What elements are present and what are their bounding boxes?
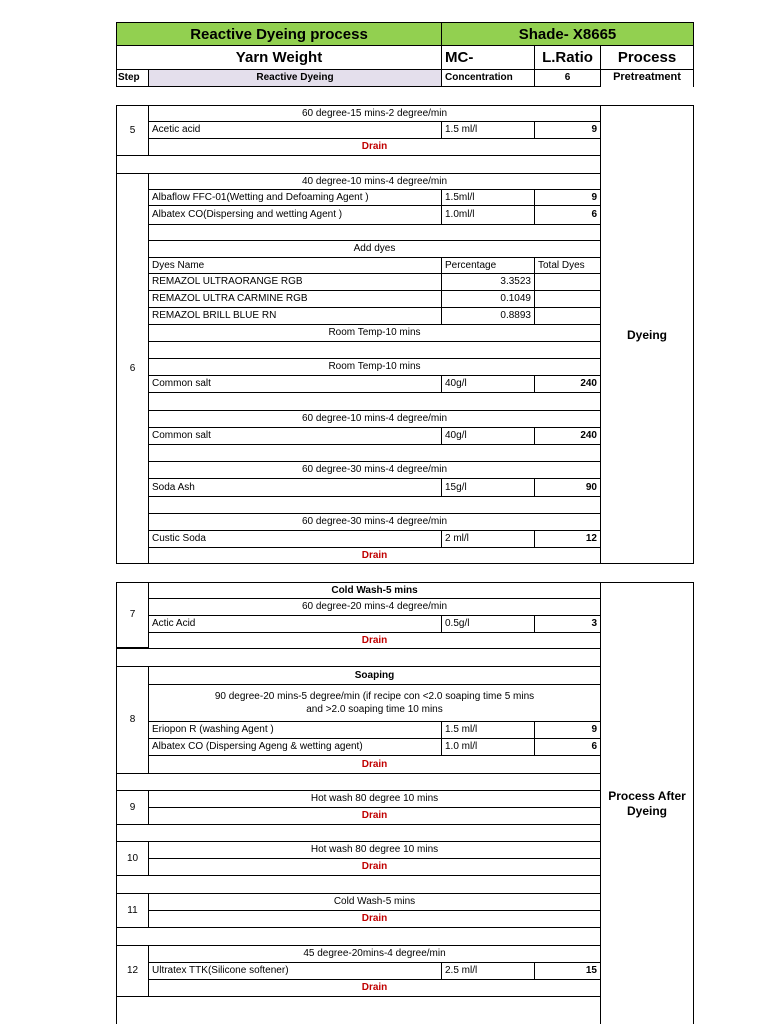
step6-drain: Drain: [148, 547, 601, 564]
dye-percentage: 0.1049: [441, 290, 535, 308]
step8-condition: 90 degree-20 mins-5 degree/min (if recipe con <2.0 soaping time 5 mins and >2.0 soaping time 10 mins: [148, 684, 601, 722]
step-number-12: 12: [116, 945, 149, 997]
spacer-row: [116, 996, 601, 1024]
step-number-6: 6: [116, 173, 149, 564]
dye-name: REMAZOL ULTRA CARMINE RGB: [148, 290, 442, 308]
dye-name: REMAZOL ULTRAORANGE RGB: [148, 273, 442, 291]
spacer-row: [116, 648, 601, 667]
page-title: Reactive Dyeing process: [116, 22, 442, 46]
step6-soda-ash-concentration: 15g/l: [441, 478, 535, 497]
step6-room-temp-2: Room Temp-10 mins: [148, 358, 601, 376]
dyes-total-header: Total Dyes: [534, 257, 601, 274]
step9-drain: Drain: [148, 807, 601, 825]
step8-concentration-2: 1.0 ml/l: [441, 738, 535, 756]
step8-drain: Drain: [148, 755, 601, 774]
step7-condition: 60 degree-20 mins-4 degree/min: [148, 598, 601, 616]
step7-concentration: 0.5g/l: [441, 615, 535, 633]
step11-drain: Drain: [148, 910, 601, 928]
spacer-row: [148, 392, 601, 411]
dye-total: [534, 290, 601, 308]
step6-chemical-1: Albaflow FFC-01(Wetting and Defoaming Agent ): [148, 189, 442, 206]
spacer-row: [148, 224, 601, 241]
step6-caustic-soda: Custic Soda: [148, 530, 442, 548]
step8-amount-2: 6: [534, 738, 601, 756]
process-label: Process: [600, 45, 694, 70]
reactive-dyeing-label: Reactive Dyeing: [148, 69, 442, 87]
step6-soda-ash: Soda Ash: [148, 478, 442, 497]
step12-drain: Drain: [148, 979, 601, 997]
step12-concentration: 2.5 ml/l: [441, 962, 535, 980]
step5-chemical: Acetic acid: [148, 121, 442, 139]
mc-label: MC-: [441, 45, 535, 70]
step6-salt-1-concentration: 40g/l: [441, 375, 535, 393]
dye-name: REMAZOL BRILL BLUE RN: [148, 307, 442, 325]
step6-salt-2-concentration: 40g/l: [441, 427, 535, 445]
dye-total: [534, 307, 601, 325]
step6-condition-1: 40 degree-10 mins-4 degree/min: [148, 173, 601, 190]
step10-title: Hot wash 80 degree 10 mins: [148, 841, 601, 859]
step7-chemical: Actic Acid: [148, 615, 442, 633]
concentration-header: Concentration: [441, 69, 535, 87]
yarn-weight-label: Yarn Weight: [116, 45, 442, 70]
step6-chemical-2: Albatex CO(Dispersing and wetting Agent ): [148, 205, 442, 225]
step-number-7: 7: [116, 582, 149, 648]
dyes-name-header: Dyes Name: [148, 257, 442, 274]
dye-percentage: 0.8893: [441, 307, 535, 325]
spacer-row: [148, 444, 601, 462]
process-after-dyeing-label: Process After Dyeing: [600, 582, 694, 1024]
step6-amount-1: 9: [534, 189, 601, 206]
step5-concentration: 1.5 ml/l: [441, 121, 535, 139]
step6-caustic-amount: 12: [534, 530, 601, 548]
step6-salt-1-amount: 240: [534, 375, 601, 393]
step6-soda-ash-amount: 90: [534, 478, 601, 497]
step8-title: Soaping: [148, 666, 601, 685]
step6-salt-1: Common salt: [148, 375, 442, 393]
step5-condition: 60 degree-15 mins-2 degree/min: [148, 105, 601, 122]
step8-amount-1: 9: [534, 721, 601, 739]
spacer-row: [116, 875, 601, 894]
add-dyes-label: Add dyes: [148, 240, 601, 258]
step8-concentration-1: 1.5 ml/l: [441, 721, 535, 739]
step-header: Step: [116, 69, 149, 87]
step7-title: Cold Wash-5 mins: [148, 582, 601, 599]
step6-amount-2: 6: [534, 205, 601, 225]
step-number-10: 10: [116, 841, 149, 876]
step6-condition-2: 60 degree-10 mins-4 degree/min: [148, 410, 601, 428]
step9-title: Hot wash 80 degree 10 mins: [148, 790, 601, 808]
shade-label: Shade- X8665: [441, 22, 694, 46]
step6-caustic-concentration: 2 ml/l: [441, 530, 535, 548]
step6-room-temp-1: Room Temp-10 mins: [148, 324, 601, 342]
step12-amount: 15: [534, 962, 601, 980]
step12-condition: 45 degree-20mins-4 degree/min: [148, 945, 601, 963]
spacer-row: [116, 155, 601, 174]
step12-chemical: Ultratex TTK(Silicone softener): [148, 962, 442, 980]
step7-amount: 3: [534, 615, 601, 633]
spacer-row: [148, 341, 601, 359]
step6-condition-4: 60 degree-30 mins-4 degree/min: [148, 513, 601, 531]
step-number-5: 5: [116, 105, 149, 156]
dyes-percentage-header: Percentage: [441, 257, 535, 274]
step-number-9: 9: [116, 790, 149, 825]
step5-amount: 9: [534, 121, 601, 139]
step6-salt-2-amount: 240: [534, 427, 601, 445]
pretreatment-label: Pretreatment: [600, 69, 694, 87]
spacer-row: [148, 496, 601, 514]
step7-drain: Drain: [148, 632, 601, 649]
dyeing-section-label: Dyeing: [600, 105, 694, 564]
spacer-row: [116, 773, 601, 791]
step6-condition-3: 60 degree-30 mins-4 degree/min: [148, 461, 601, 479]
step6-concentration-2: 1.0ml/l: [441, 205, 535, 225]
step8-chemical-1: Eriopon R (washing Agent ): [148, 721, 442, 739]
spacer-row: [116, 927, 601, 946]
step10-drain: Drain: [148, 858, 601, 876]
step5-drain: Drain: [148, 138, 601, 156]
dye-percentage: 3.3523: [441, 273, 535, 291]
step-number-8: 8: [116, 666, 149, 774]
step6-concentration-1: 1.5ml/l: [441, 189, 535, 206]
ratio-value: 6: [534, 69, 601, 87]
step8-chemical-2: Albatex CO (Dispersing Ageng & wetting agent): [148, 738, 442, 756]
l-ratio-label: L.Ratio: [534, 45, 601, 70]
spacer-row: [116, 824, 601, 842]
step-number-11: 11: [116, 893, 149, 928]
step6-salt-2: Common salt: [148, 427, 442, 445]
step11-title: Cold Wash-5 mins: [148, 893, 601, 911]
dye-total: [534, 273, 601, 291]
